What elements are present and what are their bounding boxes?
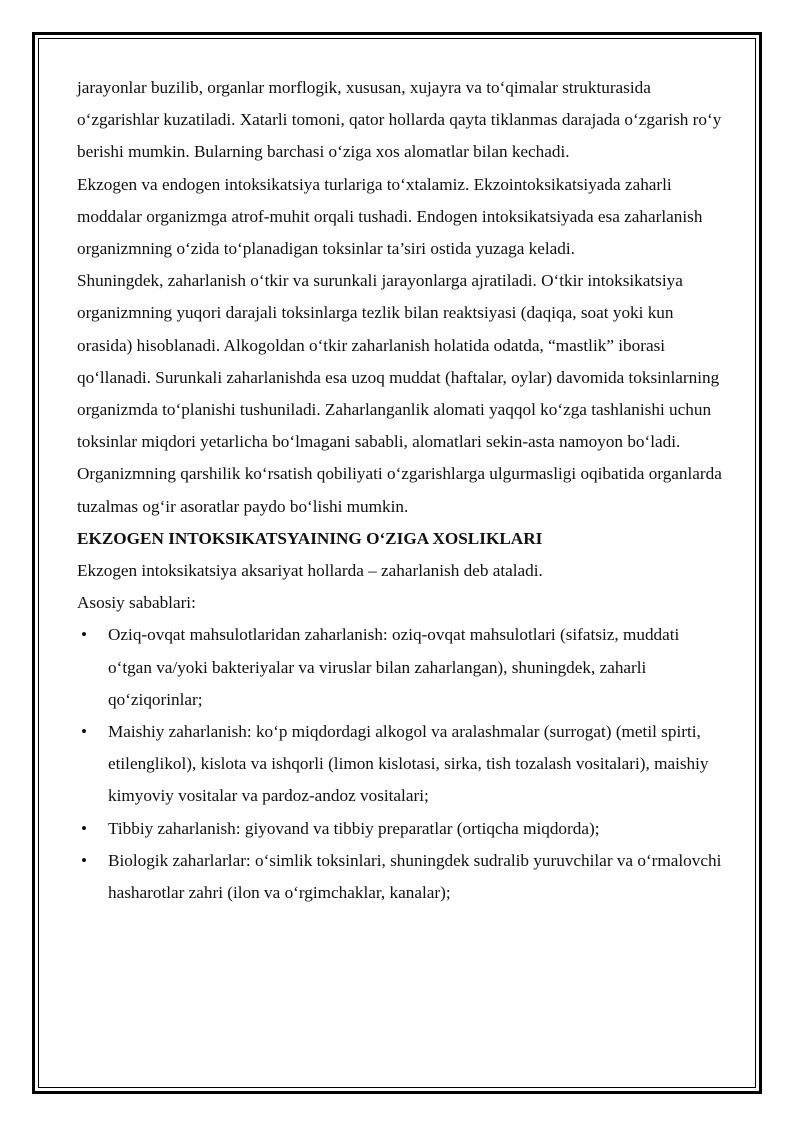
list-item-text: Tibbiy zaharlanish: giyovand va tibbiy preparatlar (ortiqcha miqdorda);	[108, 818, 600, 838]
bullet-icon: •	[81, 625, 88, 645]
bullet-icon: •	[81, 818, 88, 838]
paragraph-exo-endo-types: Ekzogen va endogen intoksikatsiya turlariga to‘xtalamiz. Ekzointoksikatsiyada zaharli moddalar organizmga atrof-muhit orqali tushadi. Endogen intoksikatsiyada esa zaharlanish organizmning o‘zida to‘planadigan toksinlar ta’siri ostida yuzaga keladi.	[77, 174, 703, 259]
causes-list	[77, 619, 727, 909]
list-item	[77, 845, 727, 909]
list-item-text: Oziq-ovqat mahsulotlaridan zaharlanish: oziq-ovqat mahsulotlari (sifatsiz, muddati o‘tgan va/yoki bakteriyalar va viruslar bilan zaharlangan), shuningdek, zaharli qo‘ziqorinlar;	[108, 625, 680, 709]
section-heading: EKZOGEN INTOKSIKATSYAINING O‘ZIGA XOSLIKLARI	[77, 528, 543, 548]
list-item	[77, 716, 727, 813]
causes-label: Asosiy sabablari:	[77, 593, 196, 613]
list-item	[77, 619, 727, 716]
list-item-text: Maishiy zaharlanish: ko‘p miqdordagi alkogol va aralashmalar (surrogat) (metil spirti, etilenglikol), kislota va ishqorli (limon kislotasi, sirka, tish tozalash vositalari), maishiy kimyoviy vositalar va pardoz-andoz vositalari;	[108, 722, 709, 806]
paragraph-acute-chronic: Shuningdek, zaharlanish o‘tkir va surunkali jarayonlarga ajratiladi. O‘tkir intoksikatsiya organizmning yuqori darajali toksinlarga tezlik bilan reaktsiyasi (daqiqa, soat yoki kun orasida) hisoblanadi. Alkogoldan o‘tkir zaharlanish holatida odatda, “mastlik” iborasi qo‘llanadi. Surunkali zaharlanishda esa uzoq muddat (haftalar, oylar) davomida toksinlarning organizmda to‘planishi tushuniladi. Zaharlanganlik alomati yaqqol ko‘zga tashlanishi uchun toksinlar miqdori yetarlicha bo‘lmagani sababli, alomatlari sekin-asta namoyon bo‘ladi. Organizmning qarshilik ko‘rsatish qobiliyati o‘zgarishlarga ulgurmasligi oqibatida organlarda tuzalmas og‘ir asoratlar paydo bo‘lishi mumkin.	[77, 271, 722, 516]
list-item	[77, 813, 727, 845]
document-body	[77, 72, 727, 909]
paragraph-organ-changes: jarayonlar buzilib, organlar morflogik, xususan, xujayra va to‘qimalar strukturasida o‘zgarishlar kuzatiladi. Xatarli tomoni, qator hollarda qayta tiklanmas darajada o‘zgarish ro‘y berishi mumkin. Bularning barchasi o‘ziga xos alomatlar bilan kechadi.	[77, 78, 722, 162]
intro-paragraph: Ekzogen intoksikatsiya aksariyat hollarda – zaharlanish deb ataladi.	[77, 561, 543, 581]
bullet-icon: •	[81, 722, 88, 742]
list-item-text: Biologik zaharlarlar: o‘simlik toksinlari, shuningdek sudralib yuruvchilar va o‘rmalovchi hasharotlar zahri (ilon va o‘rgimchaklar, kanalar);	[108, 850, 722, 903]
bullet-icon: •	[81, 850, 88, 870]
